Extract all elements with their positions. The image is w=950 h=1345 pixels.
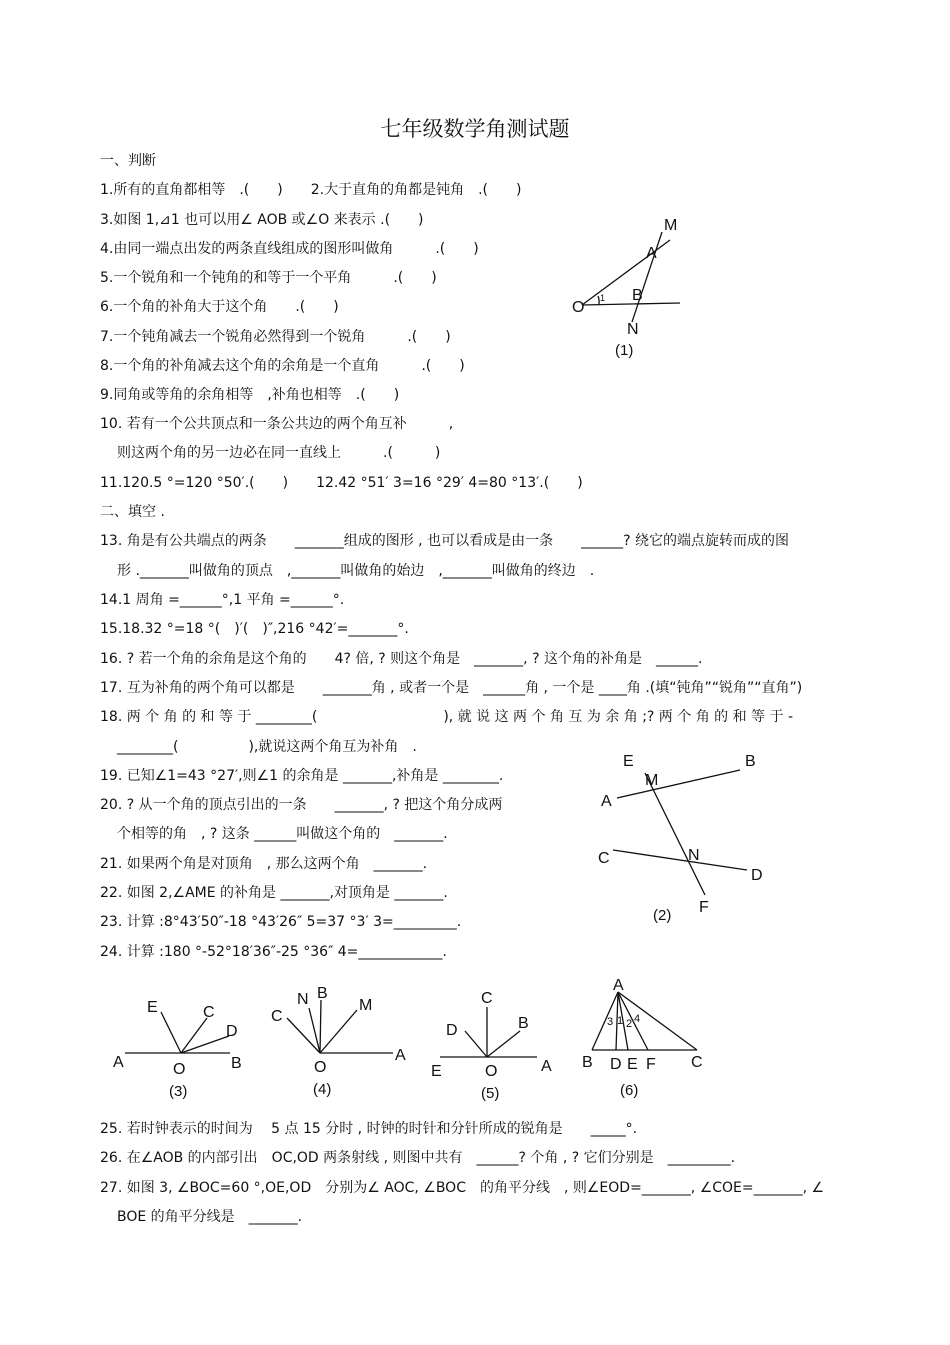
fig5-caption: (5) [481, 1085, 500, 1102]
fig6-label-4: 4 [634, 1013, 641, 1025]
fig1-label-1: 1 [600, 293, 606, 303]
question-18-cont: ________( ),就说这两个角互为补角 . [117, 739, 417, 755]
question-10: 10. 若有一个公共顶点和一条公共边的两个角互补 , [100, 416, 454, 432]
fig4-caption: (4) [313, 1081, 332, 1098]
question-5: 5.一个锐角和一个钝角的和等于一个平角 .( ) [100, 270, 437, 286]
fig1-label-o: O [572, 299, 585, 316]
fig4-label-m: M [359, 997, 373, 1014]
fig3-label-c: C [203, 1004, 215, 1021]
fig4-label-c: C [271, 1008, 283, 1025]
fig2-label-b: B [745, 753, 756, 770]
fig3-label-b: B [231, 1055, 242, 1072]
question-25: 25. 若时钟表示的时间为 5 点 15 分时 , 时钟的时针和分针所成的锐角是 _____°. [100, 1121, 638, 1137]
fig4-label-o: O [314, 1059, 327, 1076]
fig4-label-a: A [395, 1047, 406, 1064]
fig2-label-d: D [751, 867, 763, 884]
question-27-cont: BOE 的角平分线是 _______. [117, 1209, 303, 1225]
fig5-label-b: B [518, 1015, 529, 1032]
question-14: 14.1 周角 =______°,1 平角 =______°. [100, 592, 345, 608]
question-19: 19. 已知∠1=43 °27′,则∠1 的余角是 _______,补角是 ________. [100, 768, 504, 784]
question-3: 3.如图 1,⊿1 也可以用∠ AOB 或∠O 来表示 .( ) [100, 212, 424, 228]
fig2-label-m: M [645, 772, 659, 789]
question-27: 27. 如图 3, ∠BOC=60 °,OE,OD 分别为∠ AOC, ∠BOC 的角平分线 , 则∠EOD=_______, ∠COE=_______, ∠ [100, 1180, 825, 1196]
fig3-label-e: E [147, 999, 158, 1016]
question-24: 24. 计算 :180 °-52°18′36″-25 °36″ 4=____________. [100, 944, 447, 960]
fig6-label-1: 1 [617, 1015, 624, 1027]
question-15: 15.18.32 °=18 °( )′( )″,216 °42′=_______°. [100, 621, 409, 637]
question-11-12: 11.120.5 °=120 °50′.( ) 12.42 °51′ 3=16 °29′ 4=80 °13′.( ) [100, 475, 583, 491]
section-heading-fill: 二、填空 . [100, 504, 165, 520]
figure-5 [425, 985, 565, 1105]
question-16: 16. ? 若一个角的余角是这个角的 4? 倍, ? 则这个角是 _______, ? 这个角的补角是 ______. [100, 651, 703, 667]
fig1-label-n: N [627, 321, 639, 338]
figure-2 [595, 745, 775, 930]
fig1-label-b: B [632, 287, 643, 304]
fig2-label-c: C [598, 850, 610, 867]
fig2-caption: (2) [653, 907, 672, 924]
fig5-label-o: O [485, 1063, 498, 1080]
fig5-label-c: C [481, 990, 493, 1007]
fig3-label-o: O [173, 1061, 186, 1078]
fig2-label-a: A [601, 793, 612, 810]
figure-6 [570, 975, 715, 1100]
fig2-label-f: F [699, 899, 709, 916]
question-10-cont: 则这两个角的另一边必在同一直线上 .( ) [117, 445, 441, 461]
question-9: 9.同角或等角的余角相等 ,补角也相等 .( ) [100, 387, 400, 403]
question-13-cont: 形 ._______叫做角的顶点 ,_______叫做角的始边 ,_______叫做角的终边 . [117, 563, 595, 579]
page-title: 七年级数学角测试题 [380, 117, 570, 141]
fig1-label-m: M [664, 217, 678, 234]
figure-4 [265, 980, 420, 1100]
fig6-label-b: B [582, 1054, 593, 1071]
fig6-label-3: 3 [607, 1016, 614, 1028]
fig5-label-a: A [541, 1058, 552, 1075]
section-heading-judge: 一、判断 [100, 153, 156, 169]
fig6-label-d: D [610, 1056, 622, 1073]
fig3-label-a: A [113, 1054, 124, 1071]
fig6-label-c: C [691, 1054, 703, 1071]
question-17: 17. 互为补角的两个角可以都是 _______角 , 或者一个是 ______角 , 一个是 ____角 .(填“钝角”“锐角”“直角”) [100, 680, 803, 696]
fig1-caption: (1) [615, 342, 634, 359]
question-4: 4.由同一端点出发的两条直线组成的图形叫做角 .( ) [100, 241, 479, 257]
question-23: 23. 计算 :8°43′50″-18 °43′26″ 5=37 °3′ 3=_________. [100, 914, 462, 930]
fig4-label-n: N [297, 991, 309, 1008]
question-8: 8.一个角的补角减去这个角的余角是一个直角 .( ) [100, 358, 465, 374]
fig3-caption: (3) [169, 1083, 188, 1100]
fig6-label-a: A [613, 977, 624, 994]
fig2-label-e: E [623, 753, 634, 770]
question-20-cont: 个相等的角 , ? 这条 ______叫做这个角的 _______. [117, 826, 448, 842]
fig5-label-d: D [446, 1022, 458, 1039]
fig5-label-e: E [431, 1063, 442, 1080]
question-22: 22. 如图 2,∠AME 的补角是 _______,对顶角是 _______. [100, 885, 448, 901]
question-6: 6.一个角的补角大于这个角 .( ) [100, 299, 339, 315]
question-13: 13. 角是有公共端点的两条 _______组成的图形 , 也可以看成是由一条 ______? 绕它的端点旋转而成的图 [100, 533, 789, 549]
fig1-label-a: A [646, 245, 657, 262]
figure-3 [105, 990, 255, 1100]
question-1-2: 1.所有的直角都相等 .( ) 2.大于直角的角都是钝角 .( ) [100, 182, 522, 198]
figure-1 [560, 210, 700, 365]
fig6-caption: (6) [620, 1082, 639, 1099]
question-26: 26. 在∠AOB 的内部引出 OC,OD 两条射线 , 则图中共有 ______? 个角 , ? 它们分别是 _________. [100, 1150, 736, 1166]
fig6-label-f: F [646, 1056, 656, 1073]
fig6-label-2: 2 [626, 1018, 633, 1030]
question-18: 18. 两 个 角 的 和 等 于 ________( ), 就 说 这 两 个 角 互 为 余 角 ;? 两 个 角 的 和 等 于 - [100, 709, 793, 725]
question-7: 7.一个钝角减去一个锐角必然得到一个锐角 .( ) [100, 329, 451, 345]
fig4-label-b: B [317, 985, 328, 1002]
fig2-label-n: N [688, 847, 700, 864]
question-21: 21. 如果两个角是对顶角 , 那么这两个角 _______. [100, 856, 428, 872]
question-20: 20. ? 从一个角的顶点引出的一条 _______, ? 把这个角分成两 [100, 797, 503, 813]
fig3-label-d: D [226, 1023, 238, 1040]
fig6-label-e: E [627, 1056, 638, 1073]
